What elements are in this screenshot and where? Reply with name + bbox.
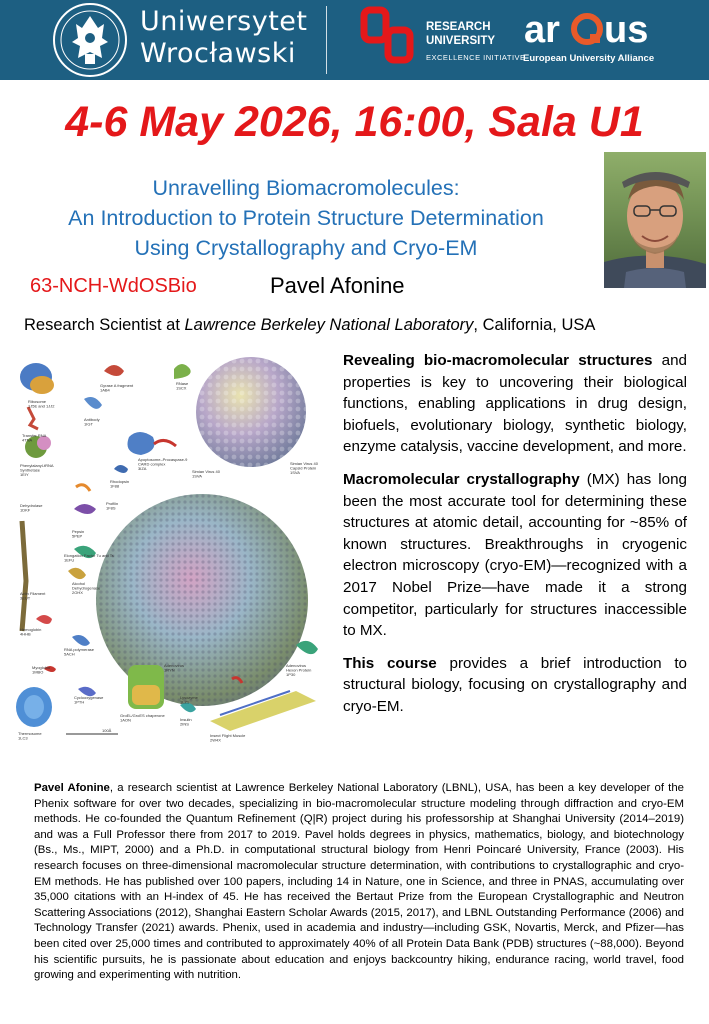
svg-text:us: us — [604, 9, 649, 51]
label-myoglobin: Myoglobin 1MBO — [32, 665, 51, 675]
description-p2-text: (MX) has long been the most accurate tool for determining these structures at atomic detail, accounting for ~85% of known structures. Breakthroughs in cryogenic electron microscopy (cryo-EM)—recognized with a 2017 Nobel Prize—have made it a strong competitor, particularly for structures inaccessible to MX. — [343, 470, 687, 640]
research-university-text — [426, 20, 495, 48]
research-line1: RESEARCH — [426, 21, 491, 33]
course-code: 63-NCH-WdOSBio — [30, 275, 197, 297]
research-line2: UNIVERSITY — [426, 35, 496, 47]
label-scale: 100Å — [102, 728, 112, 733]
arqus-subtitle: European University Alliance — [523, 53, 655, 64]
biomolecule-collage-illustration — [14, 349, 328, 747]
label-ef-tu: Elongation Factor Tu and Ts 1EFU — [64, 553, 114, 563]
description-paragraph-3 — [343, 653, 687, 718]
description-paragraph-1 — [343, 350, 687, 458]
description-p3-text: provides a brief introduction to structural biology, focusing on crystallography and cryo-EM. — [343, 654, 687, 715]
university-name-line1: Uniwersytet — [140, 6, 308, 37]
description-paragraph-2 — [343, 469, 687, 642]
description-p3-bold: This course — [343, 654, 437, 672]
arqus-logo — [524, 4, 656, 54]
header-divider — [326, 6, 327, 74]
course-title-line3: Using Crystallography and Cryo-EM — [134, 236, 478, 260]
research-university-logo-icon — [358, 6, 420, 68]
event-date-venue: 4-6 May 2026, 16:00, Sala U1 — [65, 98, 644, 146]
description-p1-text: and properties is key to uncovering their biological functions, enabling applications in drug design, biofuels, evolutionary biology, synthetic biology, enzyme catalysis, vaccine development, and more. — [343, 352, 687, 456]
label-trna: Transfer RNA 4TNA — [22, 433, 47, 443]
label-apoptosome: Apoptosome–Procaspase-9 CARD complex 3IZA — [138, 457, 188, 471]
label-pepsin: Pepsin 5PEP — [72, 529, 85, 539]
label-ribosome: Ribosome 1J5E and 1JJ2 — [28, 399, 55, 409]
affiliation-prefix: Research Scientist at — [24, 316, 185, 334]
label-cyclooxygenase: Cyclooxygenase 1PTH — [74, 695, 104, 705]
affiliation-institution: Lawrence Berkeley National Laboratory — [184, 316, 474, 334]
label-rhodopsin: Rhodopsin 1F88 — [110, 479, 130, 489]
course-title — [18, 173, 594, 263]
course-title-line1: Unravelling Biomacromolecules: — [152, 176, 460, 200]
bio-name: Pavel Afonine — [34, 782, 110, 794]
label-thermosome: Thermosome 1LC3 — [18, 731, 42, 741]
label-hemoglobin: Hemoglobin 4HHB — [20, 627, 42, 637]
university-name — [140, 6, 308, 70]
label-rnase: RNase 1SCX — [176, 381, 189, 391]
label-antibody: Antibody 1IGT — [84, 417, 100, 427]
description-p2-bold: Macromolecular crystallography — [343, 470, 580, 488]
label-dehydrolase: Dehydrolase 1DKF — [20, 503, 43, 513]
speaker-affiliation — [24, 316, 595, 335]
speaker-bio — [34, 781, 684, 984]
svg-text:ar: ar — [524, 9, 560, 51]
research-university-subtitle: EXCELLENCE INITIATIVE — [426, 53, 526, 62]
label-rna-pol: RNA polymerase 5ACH — [64, 647, 95, 657]
label-simian40: Simian Virus 40 1SVA — [192, 469, 220, 479]
university-name-line2: Wrocławski — [140, 38, 296, 69]
speaker-photo — [604, 152, 706, 288]
label-adenovirus-hexon: Adenovirus Hexon Protein 1P30 — [286, 663, 312, 677]
label-actin: Actin Filament 3EUT — [20, 591, 46, 601]
affiliation-suffix: , California, USA — [473, 316, 596, 334]
label-insulin: Insulin 2INS — [180, 717, 192, 727]
groel-model — [128, 665, 164, 709]
label-alcohol-dh: Alcohol Dehydrogenase 2OHX — [72, 581, 101, 595]
course-title-line2: An Introduction to Protein Structure Determination — [68, 206, 544, 230]
header-bar — [0, 0, 709, 80]
course-description — [343, 350, 687, 729]
thermosome-model — [16, 687, 52, 727]
label-lysozyme: Lysozyme 1LZ1 — [180, 695, 198, 705]
label-insect-muscle: Insect Flight Muscle 2W4X — [210, 733, 246, 743]
label-adenovirus: Adenovirus 1RYN — [164, 663, 185, 673]
speaker-name: Pavel Afonine — [270, 273, 405, 298]
university-seal-icon — [52, 2, 128, 78]
bio-text: , a research scientist at Lawrence Berkeley National Laboratory (LBNL), USA, has been a key developer of the Phenix software for over two decades, specializing in bio-macromolecular structure modeling through diffraction and cryo-EM methods. He co-founded the Quantum Refinement (Q|R) project during his professorship at Shanghai University (2014–2019) and was a Full Professor there from 2017 to 2019. Pavel holds degrees in physics, mathematics, biology, and biotechnology (Bs., Ms., MIPT, 2000) and a Ph.D. in computational structural biology from Henri Poincaré University, France (2003). His research focuses on three-dimensional macromolecular structure determination, with contributions to crystallographic and cryo-EM methods. He has published over 100 papers, including 14 in Nature, one in Science, and three in PNAS, accumulating over 35,000 citations with an H-index of 45. He has received the Bertaut Prize from the European Crystallographic and Neutron Scattering Associations (2012), Shanghai Eastern Scholar Awards (2015, 2017), and LBNL Outstanding Performance (2006) and Technology Transfer (2021) awards. Phenix, used in academia and industry—including GSK, Novartis, Merck, and Pfizer—has been cited over 25,000 times and contributed to approximately 40% of all Protein Data Bank (PDB) structures (~88,000). Beyond his scientific pursuits, he is passionate about education and enjoys backcountry hiking, endurance racing, world travel, food growing and experimenting with nutrition. — [34, 782, 684, 982]
label-simian40-capsid: Simian Virus 40 Capsid Protein 1SVA — [290, 461, 318, 475]
label-phe-trna: Phenylalanyl-tRNA Synthetase 1EIY — [20, 463, 54, 477]
description-p1-bold: Revealing bio-macromolecular structures — [343, 352, 653, 369]
label-profilin: Profilin 1F8S — [106, 501, 119, 511]
label-gyrase: Gyrase A fragment 1AB4 — [100, 383, 134, 393]
label-groel: GroEL/GroES chaperone 1AON — [120, 713, 165, 723]
